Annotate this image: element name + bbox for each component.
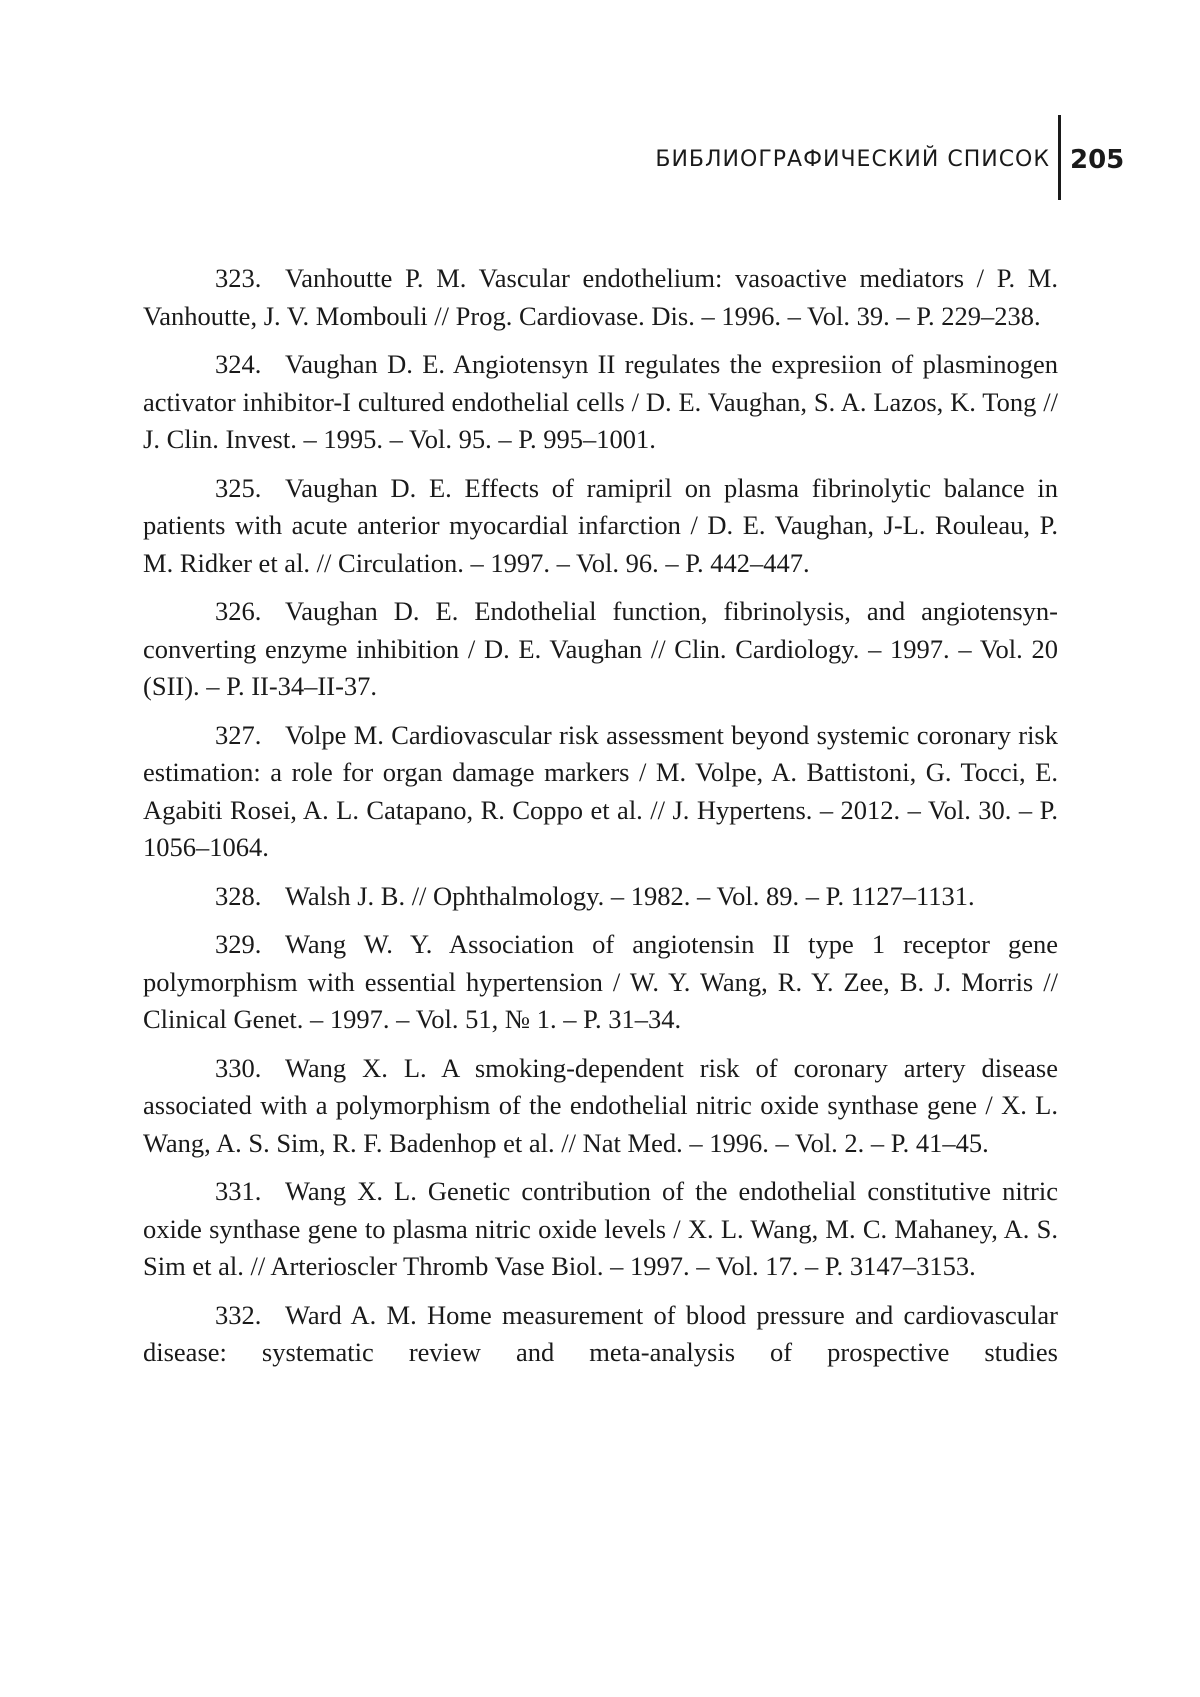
- entry-text: Vaughan D. E. Angiotensyn II regulates the expresiion of plasminogen activator inhibitor-I cultured endothelial cells / D. E. Vaughan, S. A. Lazos, K. Tong // J. Clin. Invest. – 1995. – Vol. 95. – P. 995–1001.: [143, 349, 1058, 454]
- entry-text: Vaughan D. E. Endothelial function, fibrinolysis, and angiotensyn-converting enzyme inhibition / D. E. Vaughan // Clin. Cardiology. – 1997. – Vol. 20 (SII). – P. II-34–II-37.: [143, 596, 1058, 701]
- bibliography-list: [143, 260, 1058, 1383]
- entry-number: 331.: [215, 1176, 262, 1206]
- bibliography-entry-332: [143, 1297, 1058, 1372]
- bibliography-entry-328: [143, 878, 1058, 916]
- entry-number: 329.: [215, 929, 262, 959]
- entry-text: Volpe M. Cardiovascular risk assessment beyond systemic coronary risk estimation: a role for organ damage markers / M. Volpe, A. Battistoni, G. Tocci, E. Agabiti Rosei, A. L. Catapano, R. Coppo et al. // J. Hypertens. – 2012. – Vol. 30. – P. 1056–1064.: [143, 719, 1058, 862]
- entry-text: Walsh J. B. // Ophthalmology. – 1982. – Vol. 89. – P. 1127–1131.: [285, 880, 975, 911]
- entry-text: Wang X. L. Genetic contribution of the endothelial constitutive nitric oxide synthase gene to plasma nitric oxide levels / X. L. Wang, M. C. Mahaney, A. S. Sim et al. // Arterioscler Thromb Vase Biol. – 1997. – Vol. 17. – P. 3147–3153.: [143, 1176, 1058, 1281]
- entry-text: Wang W. Y. Association of angiotensin II type 1 receptor gene polymorphism with essential hypertension / W. Y. Wang, R. Y. Zee, B. J. Morris // Clinical Genet. – 1997. – Vol. 51, № 1. – P. 31–34.: [143, 929, 1058, 1034]
- entry-text: Wang X. L. A smoking-dependent risk of coronary artery disease associated with a polymorphism of the endothelial nitric oxide synthase gene / X. L. Wang, A. S. Sim, R. F. Badenhop et al. // Nat Med. – 1996. – Vol. 2. – P. 41–45.: [143, 1052, 1058, 1158]
- entry-number: 324.: [215, 349, 262, 379]
- entry-text: Ward A. M. Home measurement of blood pressure and cardiovascular disease: systematic review and meta-analysis of prospective studies: [143, 1299, 1058, 1367]
- page-number: 205: [1070, 145, 1125, 175]
- bibliography-entry-331: [143, 1173, 1058, 1286]
- entry-number: 326.: [215, 596, 262, 626]
- entry-number: 325.: [215, 472, 262, 503]
- bibliography-entry-329: [143, 926, 1058, 1039]
- header-divider: [1058, 115, 1061, 200]
- bibliography-entry-324: [143, 346, 1058, 459]
- entry-number: 327.: [215, 719, 262, 750]
- running-head: [0, 115, 1200, 205]
- entry-number: 323.: [215, 263, 262, 293]
- bibliography-entry-323: [143, 260, 1058, 335]
- bibliography-entry-327: [143, 717, 1058, 867]
- bibliography-entry-325: [143, 470, 1058, 583]
- entry-number: 330.: [215, 1052, 262, 1083]
- running-title: БИБЛИОГРАФИЧЕСКИЙ СПИСОК: [655, 147, 1050, 172]
- entry-number: 328.: [215, 880, 262, 911]
- entry-text: Vaughan D. E. Effects of ramipril on plasma fibrinolytic balance in patients with acute anterior myocardial infarction / D. E. Vaughan, J-L. Rouleau, P. M. Ridker et al. // Circulation. – 1997. – Vol. 96. – P. 442–447.: [143, 472, 1058, 578]
- bibliography-entry-330: [143, 1050, 1058, 1163]
- bibliography-entry-326: [143, 593, 1058, 706]
- entry-text: Vanhoutte P. M. Vascular endothelium: vasoactive mediators / P. M. Vanhoutte, J. V. Mombouli // Prog. Cardiovase. Dis. – 1996. – Vol. 39. – P. 229–238.: [143, 263, 1058, 331]
- entry-number: 332.: [215, 1299, 262, 1330]
